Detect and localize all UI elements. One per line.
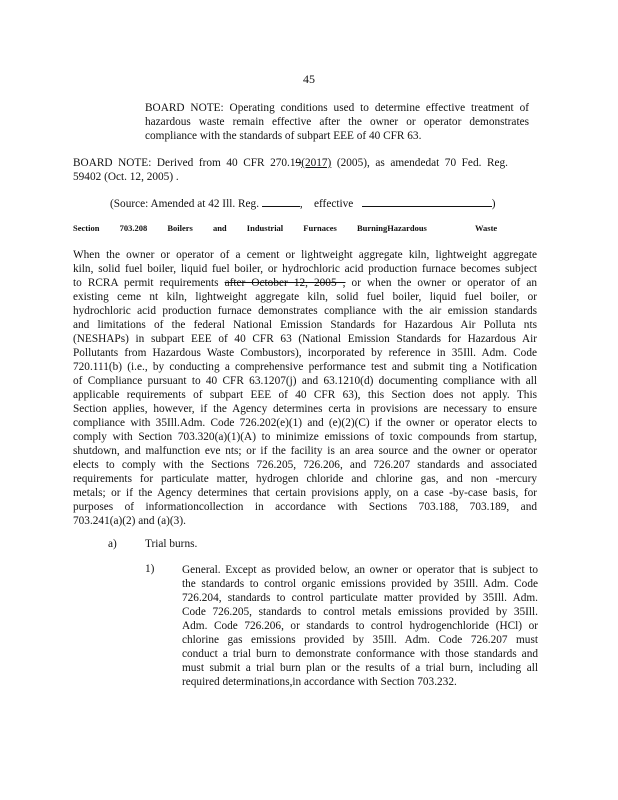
subsection-1-line: Code 726.205, standards to control metals emissions provided by 35Ill. bbox=[182, 606, 538, 618]
body-line: kiln, solid fuel boiler, liquid fuel boiler, or hydrochloric acid production furnace becomes subject bbox=[73, 263, 537, 275]
subsection-a-title: Trial burns. bbox=[145, 538, 198, 550]
subsection-a-label: a) bbox=[108, 538, 117, 550]
source-prefix: (Source: Amended at 42 Ill. Reg. bbox=[110, 198, 260, 210]
body-line: of Compliance pursuant to 40 CFR 63.1207(j) and 63.1210(d) documenting compliance with all bbox=[73, 375, 537, 387]
body-line: When the owner or operator of a cement or lightweight aggregate kiln, lightweight aggregate bbox=[73, 249, 537, 261]
body-line: elects to comply with the Sections 726.205, 726.206, and 726.207 standards and associated bbox=[73, 459, 537, 471]
body-line: purposes of informationcollection in accordance with Sections 703.188, 703.189, and bbox=[73, 501, 537, 513]
section-number: 703.208 bbox=[119, 223, 148, 233]
source-close: ) bbox=[491, 198, 496, 210]
subsection-1-line: Adm. Code 726.206, or standards to control hydrogenchloride (HCl) or bbox=[182, 620, 538, 632]
body-line: metals; or if the Agency determines that certain provisions apply, on a case -by-case basis, for bbox=[73, 487, 537, 499]
subsection-1-line: must submit a trial burn plan or the results of a trial burn, including all bbox=[182, 662, 538, 674]
subsection-1-line: 726.204, standards to control particulate matter provided by 35Ill. Adm. bbox=[182, 592, 538, 604]
section-title-word: BurningHazardous bbox=[356, 223, 427, 233]
board-note-operating-conditions bbox=[145, 101, 529, 143]
section-heading bbox=[73, 223, 498, 233]
board-note-derived bbox=[73, 156, 508, 184]
body-text: or when the owner or operator of an bbox=[351, 277, 537, 289]
body-line: applicable requirements of subpart EEE of 40 CFR 63), this Section does not apply. This bbox=[73, 389, 537, 401]
subsection-1-line: conduct a trial burn to demonstrate conformance with those standards and bbox=[182, 648, 538, 660]
deleted-text: after October 12, 2005 , bbox=[224, 277, 346, 289]
body-text: to RCRA permit requirements bbox=[73, 277, 219, 289]
board-note-1-line: hazardous waste remain effective after the owner or operator demonstrates bbox=[145, 116, 529, 128]
board-note-2-text: BOARD NOTE: Derived from 40 CFR 270.1 bbox=[73, 157, 296, 169]
section-label: Section bbox=[73, 223, 100, 233]
section-title-word: and bbox=[212, 223, 227, 233]
body-line: 703.241(a)(2) and (a)(3). bbox=[73, 515, 186, 527]
subsection-1-line: required determinations,in accordance with Section 703.232. bbox=[182, 676, 457, 688]
subsection-1-line: chlorine gas emissions provided by 35Ill. Adm. Code 726.207 must bbox=[182, 634, 538, 646]
section-title-word: Industrial bbox=[246, 223, 284, 233]
effective-date-blank bbox=[362, 195, 492, 207]
subsection-1-line: General. Except as provided below, an owner or operator that is subject to bbox=[182, 564, 538, 576]
board-note-1-line: compliance with the standards of subpart EEE of 40 CFR 63. bbox=[145, 130, 422, 142]
body-line: Section applies, however, if the Agency determines certa in provisions are necessary to ensure bbox=[73, 403, 537, 415]
section-title-word: Waste bbox=[474, 223, 498, 233]
subsection-1-body bbox=[182, 563, 538, 689]
body-line: Pollutants from Hazardous Waste Combustors), incorporated by reference in 35Ill. Adm. Code bbox=[73, 347, 537, 359]
section-body bbox=[73, 248, 537, 528]
section-title-word: Boilers bbox=[167, 223, 193, 233]
body-line bbox=[73, 276, 537, 290]
register-page-blank bbox=[262, 195, 300, 207]
body-line: (NESHAPs) in subpart EEE of 40 CFR 63 (National Emission Standards for Hazardous Air bbox=[73, 333, 537, 345]
subsection-1-label: 1) bbox=[145, 563, 155, 575]
deleted-text: 9 bbox=[295, 157, 302, 169]
board-note-2-text: (2005), as amendedat 70 Fed. Reg. bbox=[336, 157, 508, 169]
body-line: requirements for particulate matter, hydrogen chloride and chlorine gas, and non -mercury bbox=[73, 473, 537, 485]
subsection-1-line: the standards to control organic emissions provided by 35Ill. Adm. Code bbox=[182, 578, 538, 590]
body-line: hydrochloric acid production furnace demonstrates compliance with the air emission standards bbox=[73, 305, 537, 317]
board-note-2-line bbox=[73, 156, 508, 170]
source-effective: effective bbox=[313, 198, 354, 210]
body-line: 720.111(b) (i.e., by conducting a comprehensive performance test and submit ting a Notification bbox=[73, 361, 537, 373]
board-note-2-line: 59402 (Oct. 12, 2005) . bbox=[73, 171, 179, 183]
body-line: and limitations of the federal National Emission Standards for Hazardous Air Polluta nts bbox=[73, 319, 537, 331]
body-line: comply with Section 703.320(a)(1)(A) to minimize emissions of toxic compounds from startup, bbox=[73, 431, 537, 443]
board-note-1-line: BOARD NOTE: Operating conditions used to determine effective treatment of bbox=[145, 102, 529, 114]
section-title-word: Furnaces bbox=[303, 223, 337, 233]
page-number: 45 bbox=[303, 72, 315, 86]
source-comma: , bbox=[299, 198, 303, 210]
body-line: existing ceme nt kiln, lightweight aggregate kiln, solid fuel boiler, liquid fuel boiler, or bbox=[73, 291, 537, 303]
body-line: compliance with 35Ill.Adm. Code 726.202(e)(1) and (e)(2)(C) if the owner or operator elects to bbox=[73, 417, 537, 429]
source-note bbox=[110, 195, 496, 210]
inserted-text: (2017) bbox=[301, 157, 332, 169]
body-line: shutdown, and malfunction eve nts; or if the facility is an area source and the owner or operator bbox=[73, 445, 537, 457]
